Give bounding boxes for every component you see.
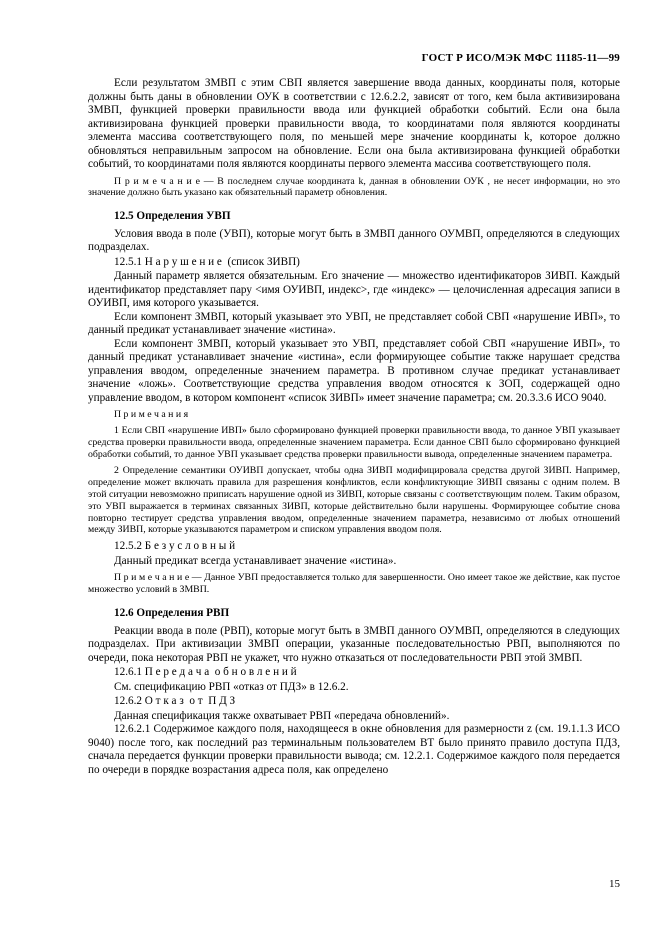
subheading-12-5-2: 12.5.2 Б е з у с л о в н ы й (114, 540, 236, 553)
para-12-6-2: Данная спецификация также охватывает РВП «передача обновлений». (114, 709, 450, 722)
para-12-5-intro: Условия ввода в поле (УВП), которые могут быть в ЗМВП данного ОУМВП, определяются в следующих подразделах. (88, 227, 620, 254)
subheading-12-5-1: 12.5.1 Н а р у ш е н и е (список ЗИВП) (114, 255, 300, 268)
document-header: ГОСТ Р ИСО/МЭК МФС 11185-11—99 (421, 52, 620, 64)
notes-label: П р и м е ч а н и я (114, 409, 189, 421)
subheading-12-6-2: 12.6.2 О т к а з о т П Д З (114, 695, 236, 708)
para-12-6-1: См. спецификацию РВП «отказ от ПДЗ» в 12.6.2. (114, 680, 349, 693)
para-12-6-2-1: 12.6.2.1 Содержимое каждого поля, находящееся в окне обновления для размерности z (см. 19.1.1.3 ИСО 9040) после того, как последний раз терминальным пользователем ВТ было принято правило доступа ПДЗ, сначала передается функции проверки правильности вывода; см. 12.2.1. Содержимое каждого поля передается по очереди в порядке возрастания адреса поля, как определено (88, 723, 620, 776)
note-koordinata-k: П р и м е ч а н и е — В последнем случае координата k, данная в обновлении ОУК , не несет информации, но это значение должно быть указано как обязательный параметр обновления. (88, 175, 620, 199)
heading-12-6: 12.6 Определения РВП (114, 607, 230, 620)
para-12-5-2-predicate: Данный предикат всегда устанавливает значение «истина». (114, 554, 397, 567)
heading-12-5: 12.5 Определения УВП (114, 210, 231, 223)
page-number: 15 (609, 878, 620, 890)
para-12-5-1-parameter: Данный параметр является обязательным. Его значение — множество идентификаторов ЗИВП. Каждый идентификатор представляет пару <имя ОУИВП, индекс>, где «индекс» — целочисленная адресация записи в ОУИВП, имя которого указывается. (88, 270, 620, 310)
document-body (88, 77, 620, 777)
note-12-5-2: П р и м е ч а н и е — Данное УВП предоставляется только для завершенности. Оно имеет такое же действие, как пустое множество условий в ЗМВП. (88, 572, 620, 596)
para-12-5-1-predicate-true: Если компонент ЗМВП, который указывает это УВП, не представляет собой СВП «нарушение ИВП», то данный предикат устанавливает значение «истина». (88, 310, 620, 337)
para-12-6-intro: Реакции ввода в поле (РВП), которые могут быть в ЗМВП данного ОУМВП, определяются в следующих подразделах. При активизации ЗМВП операции, указанные последовательностью РВП, выполняются по очереди, пока некоторая РВП не укажет, что нужно отказаться от последовательности РВП этой ЗМВП. (88, 624, 620, 664)
paragraph-intro-zmvp: Если результатом ЗМВП с этим СВП является завершение ввода данных, координаты поля, которые должны быть даны в обновлении ОУК в соответствии с 12.6.2.2, зависят от того, кем была активизирована ЗМВП, функцией проверки правильности ввода или функцией обработки событий. Если она была активизирована функцией проверки правильности ввода, то координатами поля являются координаты элемента массива соответствующего поля, по меньшей мере значение координаты k, которое должно обновляться неправильным запросом на обновление. Если она была активизирована функцией обработки событий, то координатами поля являются координаты первого элемента массива соответствующего поля. (88, 77, 620, 170)
subheading-12-6-1: 12.6.1 П е р е д а ч а о б н о в л е н и й (114, 666, 297, 679)
note-1: 1 Если СВП «нарушение ИВП» было сформировано функцией проверки правильности ввода, то данное УВП указывает средства проверки правильности ввода, определенные значением параметра. Если данное СВП было сформировано функцией обработки событий, то данное УВП указывает средства проверки правильности вывода, определенные значением параметра. (88, 425, 620, 461)
note-2: 2 Определение семантики ОУИВП допускает, чтобы одна ЗИВП модифицировала средства другой ЗИВП. Например, определение может включать правила для разрешения конфликтов, если конфликтующие ЗИВП связаны с одним полем. В этой ситуации невозможно приписать нарушение одной из ЗИВП, которые связаны с соответствующим полем. Таким образом, это УВП выражается в терминах связанных ЗИВП, которые действительно были нарушены. Формирующее событие снова повторно тестирует средства управления вводом, определенные значением параметра, независимо от любых отношений между ЗИВП, которые указываются параметром и списком управления вводом поля. (88, 464, 620, 536)
para-12-5-1-predicate-false: Если компонент ЗМВП, который указывает это УВП, представляет собой СВП «нарушение ИВП», то данный предикат устанавливает значение «истина», если формирующее событие также нарушает средства управления вводом, определенные значением параметра. В противном случае предикат устанавливает значение «ложь». Соответствующие средства управления вводом относятся к ЗОП, содержащей одно управление вводом, в котором компонент «список ЗИВП» имеет значение параметра; см. 20.3.3.6 ИСО 9040. (88, 337, 620, 404)
